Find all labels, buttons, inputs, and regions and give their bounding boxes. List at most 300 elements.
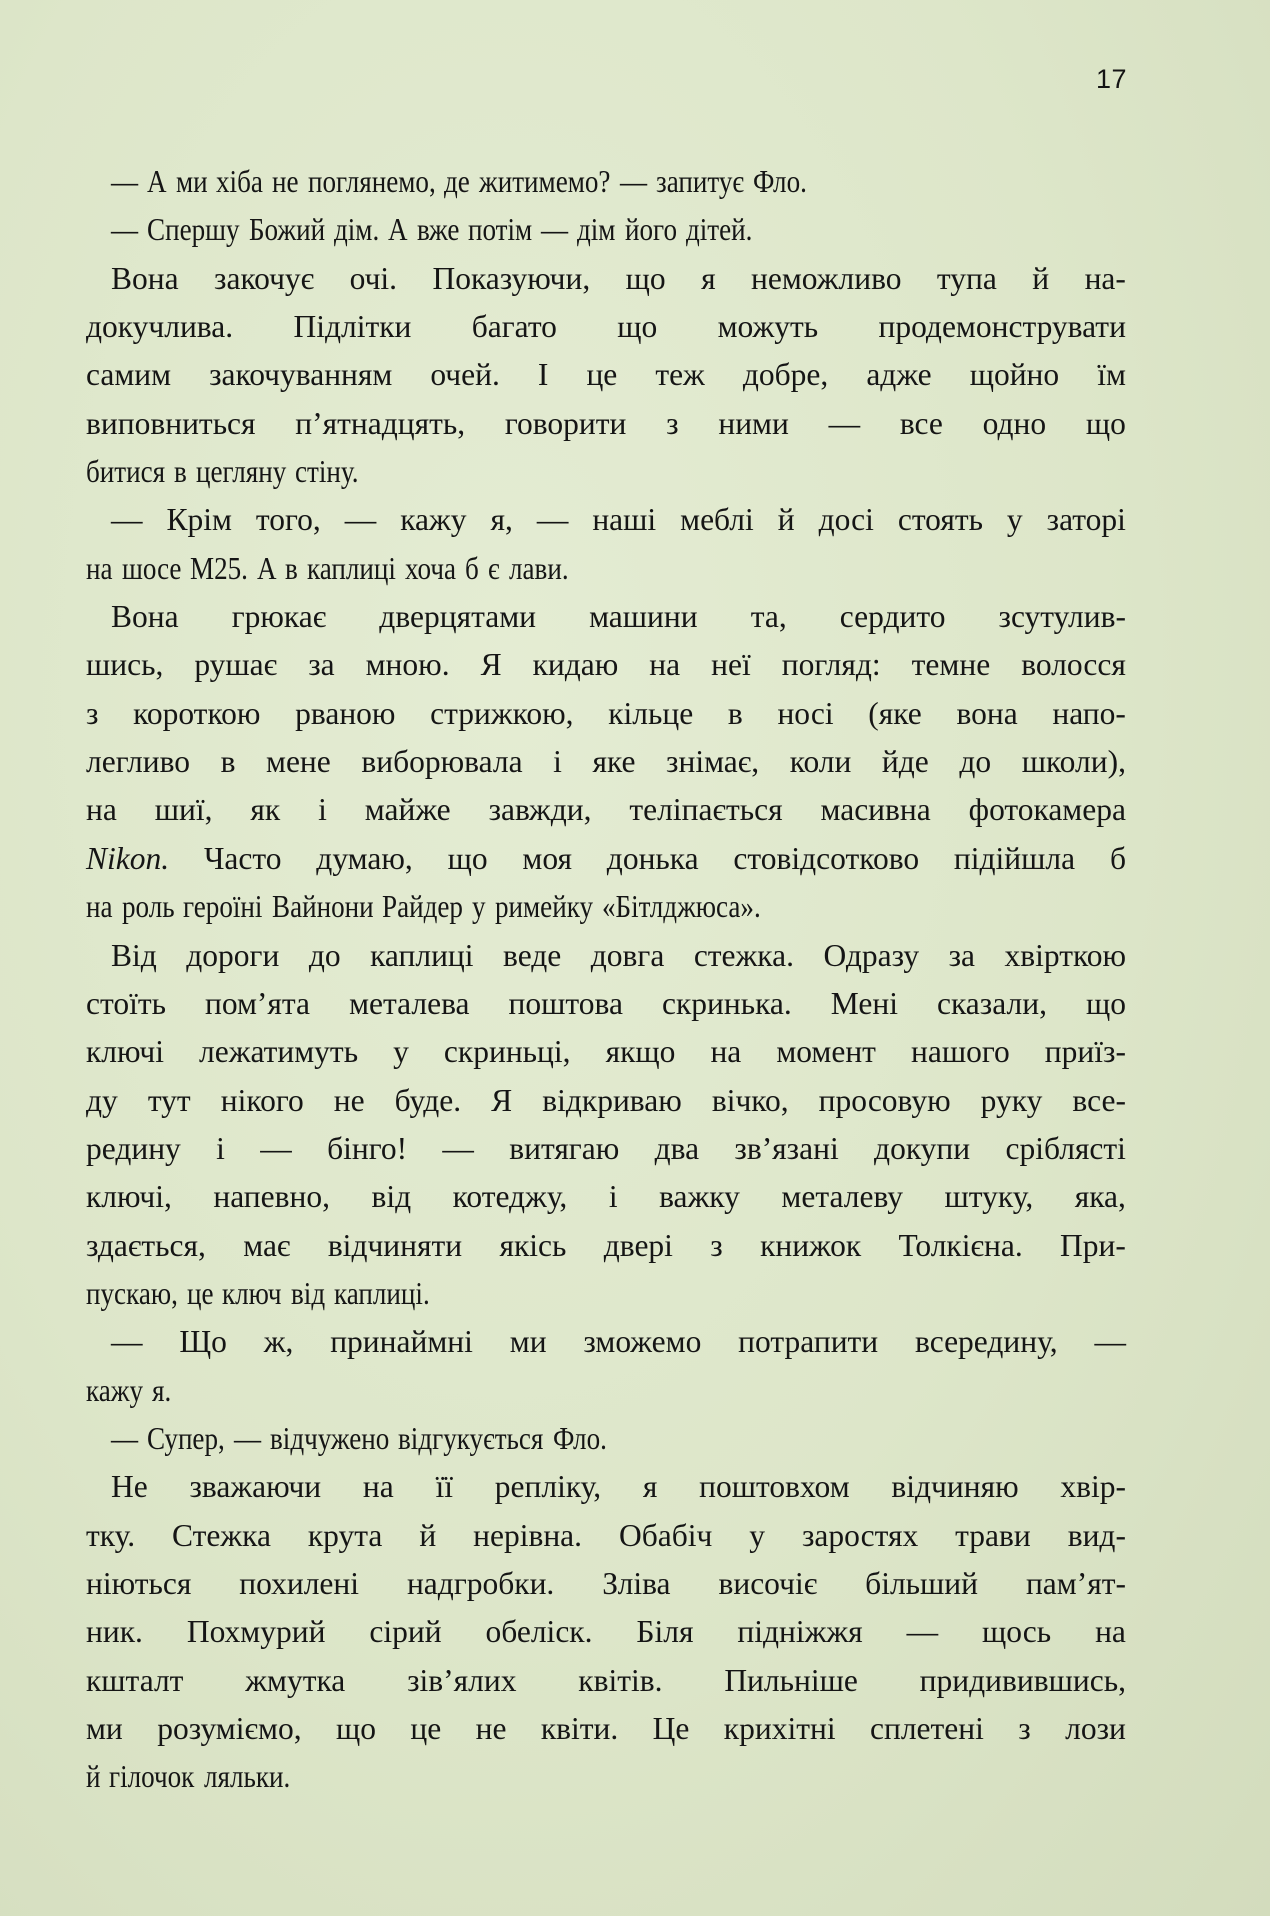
text-line [86, 980, 1126, 1028]
text-line [86, 351, 1126, 399]
word: все- [1072, 1082, 1126, 1118]
word: приїз- [1044, 1034, 1126, 1070]
word: Вона [111, 599, 179, 635]
word: шосе [121, 550, 181, 586]
word: з [86, 695, 99, 731]
word: не [333, 1082, 365, 1118]
word: відгукується [398, 1420, 544, 1456]
word: «Бітлджюса». [601, 889, 761, 925]
word: і [553, 744, 562, 780]
word: легливо [86, 744, 191, 780]
word: Стежка [172, 1517, 271, 1553]
word: продемонструвати [878, 309, 1126, 345]
word: Я [491, 1082, 513, 1118]
word: з [666, 405, 679, 441]
word: ми [509, 1324, 547, 1360]
word: — [260, 1130, 292, 1166]
word: поштова [508, 985, 623, 1021]
text-line [86, 1705, 1126, 1753]
text-line [86, 496, 1126, 544]
text-line [86, 1173, 1126, 1221]
word: потім [467, 212, 533, 248]
word: металева [349, 985, 470, 1021]
word: квіти. [540, 1711, 619, 1746]
word: Від [111, 937, 157, 973]
word: і [608, 1179, 618, 1215]
word: на [1095, 1614, 1126, 1650]
word: ключі [86, 1034, 164, 1070]
text-line [86, 448, 1126, 496]
word: виборювала [361, 744, 523, 780]
text-line [86, 1608, 1126, 1656]
word: битися [86, 454, 166, 490]
word: металеву [781, 1179, 903, 1215]
text-line [86, 303, 1126, 351]
word: відкриваю [542, 1082, 682, 1118]
word: їм [1097, 357, 1126, 393]
word: від [371, 1179, 412, 1215]
word: Nikon. [86, 840, 170, 876]
word: є [488, 550, 500, 586]
word: Це [652, 1711, 690, 1746]
word: Обабіч [618, 1517, 713, 1553]
word: — [619, 164, 647, 199]
word: — [111, 164, 139, 199]
word: Божий [248, 212, 325, 248]
word: якісь [499, 1227, 567, 1263]
word: нерівна. [473, 1517, 583, 1553]
word: Біля [636, 1614, 694, 1650]
text-line [86, 932, 1126, 980]
word: принаймні [330, 1324, 473, 1360]
word: квітів. [578, 1662, 663, 1698]
word: Вайнони [271, 889, 374, 925]
word: кажу [400, 502, 467, 538]
word: майже [364, 792, 451, 828]
word: очей. [430, 357, 500, 393]
word: шись, [86, 647, 164, 683]
word: на [86, 550, 113, 586]
word: та, [750, 599, 787, 635]
word: неї [711, 647, 751, 683]
word: більший [865, 1565, 979, 1601]
word: гілочок [109, 1759, 195, 1795]
text-line [86, 1463, 1126, 1511]
word: що [447, 840, 488, 876]
page-number: 17 [1096, 64, 1128, 94]
word: здається, [86, 1227, 206, 1263]
word: знімає, [666, 744, 760, 780]
word: зів’ялих [407, 1662, 517, 1698]
word: вид- [1067, 1517, 1126, 1553]
word: вже [416, 212, 459, 248]
word: M25. [189, 550, 248, 586]
text-line [86, 545, 1126, 593]
word: Фло. [752, 164, 807, 199]
word: лави. [508, 550, 569, 586]
word: стіну. [295, 454, 359, 490]
word: масивна [820, 792, 931, 828]
text-line [86, 206, 1126, 254]
word: — [111, 1420, 139, 1456]
word: два [654, 1130, 700, 1166]
word: можуть [717, 309, 819, 345]
word: Зліва [602, 1565, 671, 1601]
word: Що [179, 1324, 227, 1360]
word: крута [307, 1517, 383, 1553]
word: до [308, 937, 341, 973]
word: коли [789, 744, 852, 780]
word: стоїть [86, 985, 166, 1021]
word: на [362, 1469, 394, 1505]
word: підніжжя [737, 1614, 863, 1650]
word: Я [480, 647, 502, 683]
word: її [435, 1469, 454, 1505]
text-line [86, 690, 1126, 738]
word: п’ятнадцять, [295, 405, 466, 441]
word: що [1085, 405, 1126, 441]
word: що [1085, 985, 1126, 1021]
word: хоча [405, 550, 457, 586]
word: щойно [969, 357, 1060, 393]
text-line [86, 1077, 1126, 1125]
body-text [86, 158, 1126, 1802]
word: ними [718, 405, 789, 441]
word: ник. [86, 1614, 143, 1650]
word: за [948, 937, 976, 973]
word: стовідсотково [733, 840, 920, 876]
word: машини [589, 599, 698, 635]
word: погляд: [781, 647, 881, 683]
word: у [1006, 502, 1023, 538]
word: Крім [166, 502, 232, 538]
word: говорити [504, 405, 627, 441]
word: його [624, 212, 677, 248]
word: двері [603, 1227, 673, 1263]
word: напевно, [213, 1179, 330, 1215]
word: відчиняю [891, 1469, 1019, 1505]
word: Вона [111, 260, 179, 296]
word: волосся [1021, 647, 1126, 683]
text-line [86, 738, 1126, 786]
word: — [111, 212, 139, 248]
word: фотокамера [968, 792, 1126, 828]
word: дітей. [685, 212, 753, 248]
word: я [642, 1469, 658, 1505]
word: і [318, 792, 327, 828]
word: Спершу [147, 212, 240, 248]
word: похилені [239, 1565, 360, 1601]
word: на [86, 792, 117, 828]
word: кажу [86, 1372, 144, 1408]
word: придивившись, [919, 1662, 1126, 1698]
word: поглянемо, [307, 164, 436, 199]
word: у [472, 889, 486, 925]
word: дороги [186, 937, 280, 973]
word: сірий [369, 1614, 442, 1650]
word: і [216, 1130, 225, 1166]
word: героїні [183, 889, 263, 925]
word: височіє [718, 1565, 818, 1601]
word: А [256, 550, 277, 586]
word: сердито [839, 599, 946, 635]
word: на [710, 1034, 742, 1070]
word: довга [590, 937, 665, 973]
word: лежатимуть [199, 1034, 359, 1070]
word: (яке [868, 695, 922, 731]
word: й [86, 1759, 101, 1795]
word: важку [659, 1179, 740, 1215]
word: хіба [216, 164, 264, 199]
word: стрижкою, [430, 695, 574, 731]
word: хвір- [1060, 1469, 1126, 1505]
word: щось [982, 1614, 1052, 1650]
word: зможемо [583, 1324, 702, 1360]
word: якщо [605, 1034, 676, 1070]
text-line [86, 255, 1126, 303]
word: Підлітки [293, 309, 412, 345]
word: дверцятами [379, 599, 537, 635]
text-line [86, 883, 1126, 931]
word: крихітні [723, 1711, 836, 1746]
word: в [285, 550, 299, 586]
word: що [335, 1711, 376, 1746]
word: А [147, 164, 167, 199]
text-line [86, 1415, 1126, 1463]
word: не [475, 1711, 507, 1746]
word: ляльки. [203, 1759, 291, 1795]
word: римейку [494, 889, 593, 925]
word: не [272, 164, 299, 199]
word: що [625, 260, 666, 296]
word: Часто [203, 840, 282, 876]
word: шиї, [154, 792, 213, 828]
word: багато [471, 309, 557, 345]
word: Толкієна. [898, 1227, 1023, 1263]
word: в [727, 695, 743, 731]
text-line [86, 641, 1126, 689]
word: що [617, 309, 658, 345]
word: А [387, 212, 408, 248]
word: у [393, 1034, 409, 1070]
text-line [86, 400, 1126, 448]
word: Не [111, 1469, 148, 1505]
word: тупа [936, 260, 997, 296]
word: де [444, 164, 471, 199]
word: дім. [333, 212, 379, 248]
word: йде [881, 744, 929, 780]
word: каплиці. [333, 1275, 430, 1311]
word: сказали, [937, 985, 1047, 1021]
text-line [86, 1367, 1126, 1415]
word: — [344, 502, 377, 538]
word: рушає [194, 647, 278, 683]
word: має [243, 1227, 291, 1263]
word: пом’ята [204, 985, 311, 1021]
word: відчужено [269, 1420, 390, 1456]
word: я [701, 260, 716, 296]
word: — [828, 405, 861, 441]
word: до [959, 744, 992, 780]
word: тку. [86, 1517, 136, 1553]
word: котеджу, [452, 1179, 568, 1215]
word: ключі, [86, 1179, 172, 1215]
word: теліпається [629, 792, 783, 828]
word: ми [175, 164, 208, 199]
word: очі. [349, 260, 398, 296]
word: одно [982, 405, 1047, 441]
word: грюкає [231, 599, 327, 635]
word: — [233, 1420, 261, 1456]
word: скринька. [661, 985, 792, 1021]
word: від [290, 1275, 325, 1311]
word: зсутулив- [998, 599, 1126, 635]
word: вона [956, 695, 1018, 731]
word: закочуванням [209, 357, 393, 393]
word: поштовхом [699, 1469, 850, 1505]
word: каплиці [370, 937, 474, 973]
word: на- [1084, 260, 1126, 296]
word: ніються [86, 1565, 192, 1601]
word: яка, [1074, 1179, 1126, 1215]
word: розуміємо, [157, 1711, 302, 1746]
word: бінго! [327, 1130, 408, 1166]
word: обеліск. [485, 1614, 593, 1650]
word: — [111, 502, 143, 538]
word: заростях [801, 1517, 919, 1553]
word: я. [152, 1372, 172, 1408]
word: штуку, [944, 1179, 1034, 1215]
word: стоять [897, 502, 983, 538]
word: сріблясті [1005, 1130, 1126, 1166]
word: надгробки. [406, 1565, 555, 1601]
word: темне [911, 647, 991, 683]
word: й [777, 502, 795, 538]
word: кидаю [532, 647, 619, 683]
word: зв’язані [734, 1130, 839, 1166]
word: — [906, 1614, 939, 1650]
word: кшталт [86, 1662, 184, 1698]
word: запитує [655, 164, 744, 199]
text-line [86, 1560, 1126, 1608]
word: хвірткою [1004, 937, 1126, 973]
word: виповниться [86, 405, 256, 441]
word: на [649, 647, 681, 683]
word: момент [776, 1034, 876, 1070]
word: кільце [608, 695, 694, 731]
word: скриньці, [443, 1034, 571, 1070]
word: витягаю [509, 1130, 620, 1166]
word: донька [606, 840, 699, 876]
word: ключ [222, 1275, 282, 1311]
text-line [86, 835, 1126, 883]
word: теж [655, 357, 705, 393]
word: й [1032, 260, 1050, 296]
word: думаю, [316, 840, 413, 876]
text-line [86, 593, 1126, 641]
word: у [749, 1517, 766, 1553]
word: каплиці [307, 550, 397, 586]
word: пам’ят- [1025, 1565, 1126, 1601]
word: редину [86, 1130, 181, 1166]
word: адже [866, 357, 932, 393]
word: вічко, [711, 1082, 789, 1118]
word: за [308, 647, 335, 683]
word: носі [777, 695, 834, 731]
word: І [537, 357, 549, 393]
word: рваною [295, 695, 396, 731]
word: відчиняти [327, 1227, 463, 1263]
word: веде [503, 937, 562, 973]
text-line [86, 1318, 1126, 1366]
word: школи), [1021, 744, 1126, 780]
text-line [86, 158, 1126, 206]
word: жмутка [245, 1662, 346, 1698]
word: нашого [911, 1034, 1010, 1070]
word: ж, [263, 1324, 294, 1360]
word: мною. [365, 647, 450, 683]
word: трави [955, 1517, 1031, 1553]
word: завжди, [488, 792, 592, 828]
text-line [86, 1512, 1126, 1560]
word: б [1109, 840, 1126, 876]
word: на [86, 889, 113, 925]
text-line [86, 1657, 1126, 1705]
word: це [410, 1711, 442, 1746]
word: — [442, 1130, 474, 1166]
word: з [710, 1227, 723, 1263]
word: Показуючи, [432, 260, 591, 296]
word: в [220, 744, 236, 780]
word: напо- [1052, 695, 1126, 731]
word: Похмурий [186, 1614, 326, 1650]
word: тут [147, 1082, 191, 1118]
word: короткою [133, 695, 261, 731]
word: репліку, [494, 1469, 602, 1505]
word: мене [266, 744, 331, 780]
word: цегляну [195, 454, 287, 490]
word: пускаю, [86, 1275, 178, 1311]
text-line [86, 1222, 1126, 1270]
word: книжок [760, 1227, 862, 1263]
word: як [250, 792, 281, 828]
word: докучлива. [86, 309, 234, 345]
word: досі [818, 502, 874, 538]
word: всередину, [915, 1324, 1058, 1360]
word: я, [490, 502, 513, 538]
word: — [111, 1324, 143, 1360]
word: яке [592, 744, 636, 780]
word: моя [522, 840, 572, 876]
word: закочує [214, 260, 315, 296]
word: заторі [1046, 502, 1126, 538]
word: роль [121, 889, 175, 925]
word: — [536, 502, 569, 538]
word: Райдер [382, 889, 464, 925]
word: житимемо? [479, 164, 611, 199]
word: Пильніше [724, 1662, 858, 1698]
word: б [465, 550, 480, 586]
word: лози [1065, 1711, 1126, 1746]
word: Фло. [552, 1420, 607, 1456]
word: — [1094, 1324, 1126, 1360]
word: підійшла [953, 840, 1076, 876]
text-line [86, 1125, 1126, 1173]
word: й [419, 1517, 437, 1553]
word: Одразу [823, 937, 920, 973]
word: в [174, 454, 187, 490]
word: просовую [818, 1082, 951, 1118]
